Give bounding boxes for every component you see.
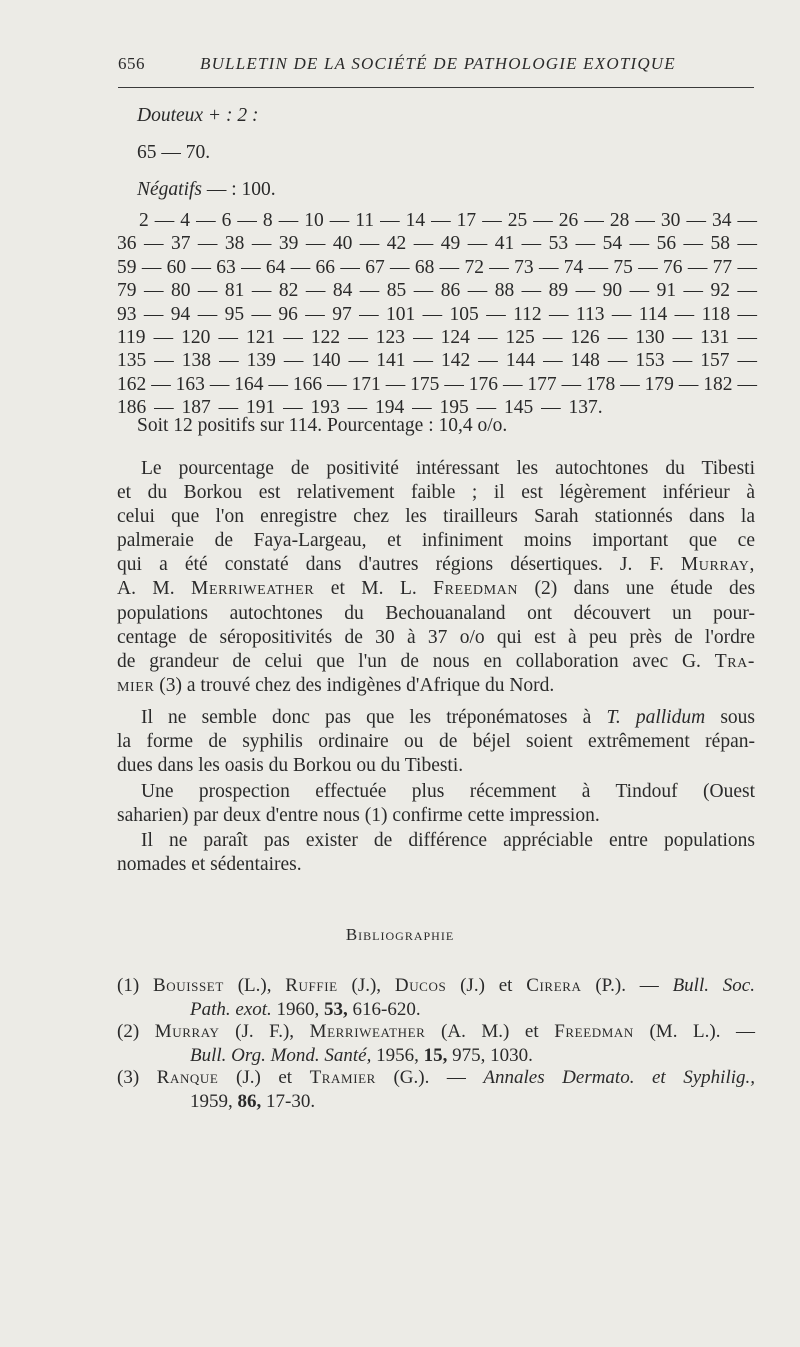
doubtful-label: Douteux + : 2 :: [137, 105, 259, 126]
bibliography-title: Bibliographie: [345, 925, 455, 944]
reference-line: Bull. Org. Mond. Santé, 1956, 15, 975, 1030.: [190, 1045, 533, 1066]
number-line: 36 — 37 — 38 — 39 — 40 — 42 — 49 — 41 — 53 — 54 — 56 — 58 —: [117, 233, 757, 255]
text-line: Une prospection effectuée plus récemment à Tindouf (Ouest: [141, 781, 755, 802]
text-line: saharien) par deux d'entre nous (1) confirme cette impression.: [117, 805, 600, 827]
text-line: centage de séropositivités de 30 à 37 o/o qui est à peu près de l'ordre: [117, 626, 755, 648]
number-line: 2 — 4 — 6 — 8 — 10 — 11 — 14 — 17 — 25 — 26 — 28 — 30 — 34 —: [139, 210, 757, 231]
author-name: Murray,: [680, 554, 755, 576]
negative-count: — : 100.: [206, 179, 276, 200]
text-line: la forme de syphilis ordinaire ou de béjel soient extrêmement répan-: [117, 731, 755, 753]
paragraph-2: [117, 706, 755, 778]
header-rule: [118, 87, 754, 88]
text-line: de grandeur de celui que l'un de nous en collaboration avec G. Tra-: [117, 650, 755, 672]
text-line: A. M. Merriweather et M. L. Freedman (2) dans une étude des: [117, 578, 756, 600]
reference-line: (1) Bouisset (L.), Ruffie (J.), Ducos (J.) et Cirera (P.). — Bull. Soc.: [117, 975, 755, 996]
negative-number-list: [117, 209, 757, 420]
number-line: 93 — 94 — 95 — 96 — 97 — 101 — 105 — 112 — 113 — 114 — 118 —: [117, 303, 757, 325]
text-line: mier (3) a trouvé chez des indigènes d'Afrique du Nord.: [117, 674, 555, 696]
text-line: palmeraie de Faya-Largeau, et infiniment moins important que ce: [117, 530, 755, 552]
text-line: Le pourcentage de positivité intéressant les autochtones du Tibesti: [141, 458, 755, 479]
author-name: Merriweather: [191, 578, 315, 600]
journal-title: BULLETIN DE LA SOCIÉTÉ DE PATHOLOGIE EXOTIQUE: [200, 54, 676, 73]
reference-1: [117, 974, 755, 1022]
number-line: 79 — 80 — 81 — 82 — 84 — 85 — 86 — 88 — 89 — 90 — 91 — 92 —: [117, 280, 757, 302]
negative-label: Négatifs: [137, 179, 203, 200]
text-line: Il ne semble donc pas que les tréponématoses à T. pallidum sous: [141, 707, 756, 728]
text-line: Il ne paraît pas exister de différence appréciable entre populations: [141, 830, 755, 851]
text-line: qui a été constaté dans d'autres régions désertiques. J. F. Murray,: [117, 554, 755, 576]
text-line: dues dans les oasis du Borkou ou du Tibesti.: [117, 755, 464, 777]
author-name: mier: [117, 674, 155, 696]
paragraph-4: [117, 829, 755, 877]
text-line: celui que l'on enregistre chez les tirailleurs Sarah stationnés dans la: [117, 506, 755, 528]
author-name: Tra-: [714, 650, 755, 672]
reference-line: Path. exot. 1960, 53, 616-620.: [190, 999, 421, 1020]
negative-line: [137, 178, 276, 202]
paragraph-3: [117, 780, 755, 828]
author-name: Freedman: [433, 578, 519, 600]
number-line: 59 — 60 — 63 — 64 — 66 — 67 — 68 — 72 — 73 — 74 — 75 — 76 — 77 —: [117, 256, 757, 278]
page-number: 656: [118, 54, 145, 73]
number-line: 135 — 138 — 139 — 140 — 141 — 142 — 144 — 148 — 153 — 157 —: [117, 350, 757, 372]
reference-line: 1959, 86, 17-30.: [190, 1091, 316, 1112]
reference-2: [117, 1020, 755, 1068]
reference-line: (3) Ranque (J.) et Tramier (G.). — Annales Dermato. et Syphilig.,: [117, 1067, 755, 1088]
reference-3: [117, 1066, 755, 1114]
number-line: 119 — 120 — 121 — 122 — 123 — 124 — 125 — 126 — 130 — 131 —: [117, 326, 757, 348]
doubtful-values: 65 — 70.: [137, 142, 211, 163]
text-line: nomades et sédentaires.: [117, 854, 302, 876]
summary-line: Soit 12 positifs sur 114. Pourcentage : 10,4 o/o.: [137, 415, 508, 436]
text-line: populations autochtones du Bechouanaland ont découvert un pour-: [117, 602, 755, 624]
reference-line: (2) Murray (J. F.), Merriweather (A. M.) et Freedman (M. L.). —: [117, 1021, 756, 1042]
text-line: et du Borkou est relativement faible ; il est légèrement inférieur à: [117, 482, 755, 504]
paragraph-1: [117, 457, 755, 698]
number-line: 186 — 187 — 191 — 193 — 194 — 195 — 145 — 137.: [117, 397, 603, 419]
species-name: T. pallidum: [606, 707, 706, 728]
number-line: 162 — 163 — 164 — 166 — 171 — 175 — 176 — 177 — 178 — 179 — 182 —: [117, 373, 757, 395]
